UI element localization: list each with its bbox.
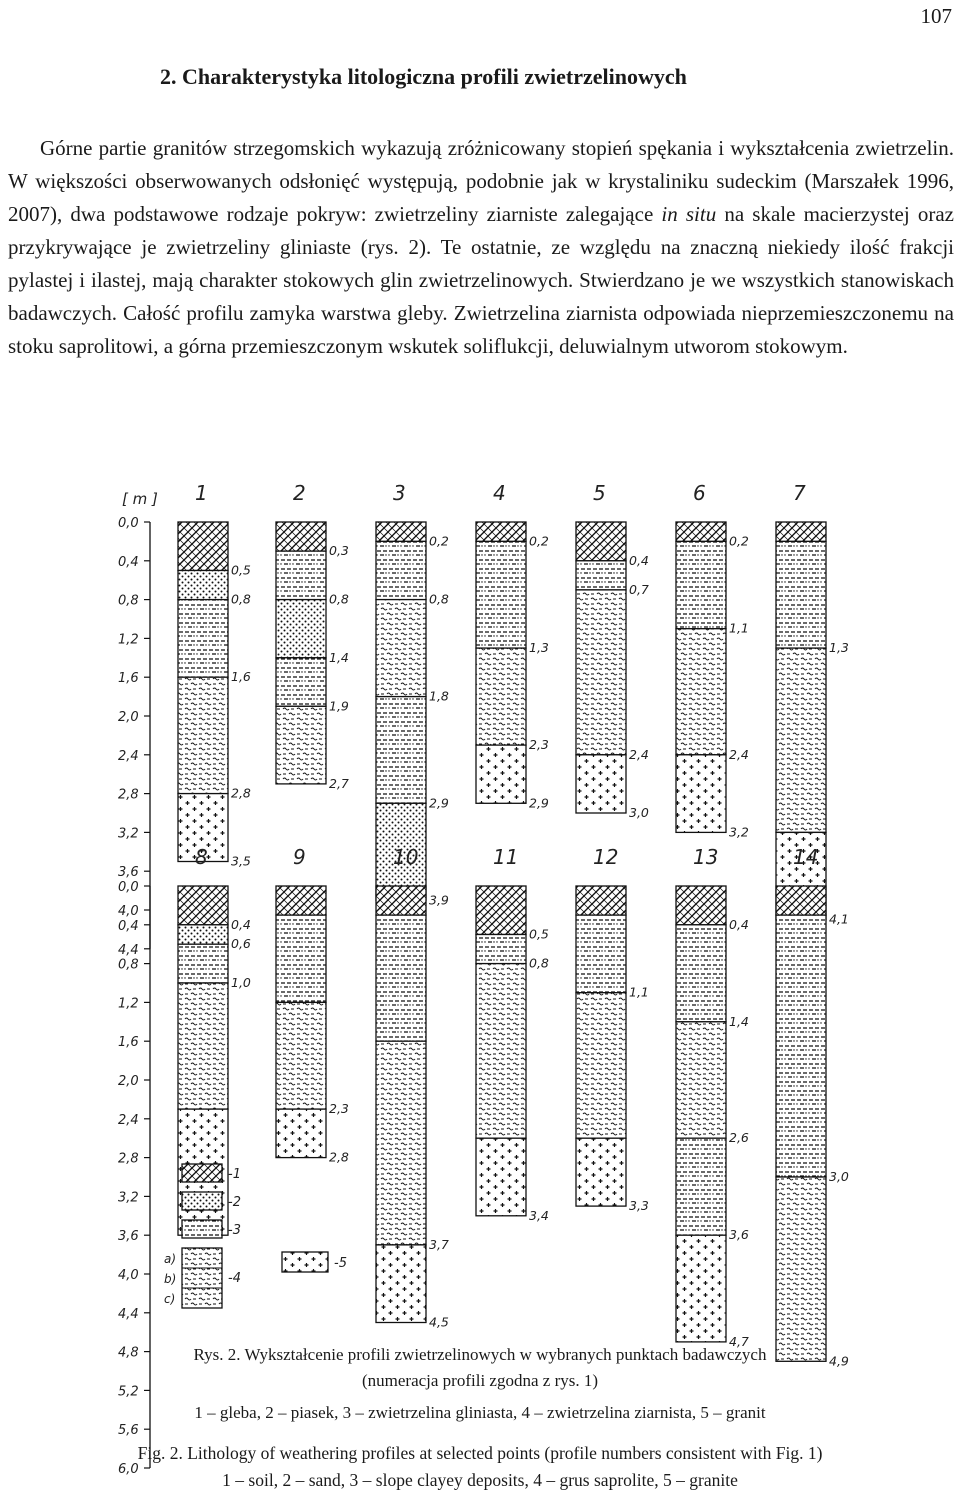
- layer-depth-mark: 4,5: [429, 1314, 449, 1330]
- layer-depth-mark: 2,3: [529, 737, 549, 753]
- layer-soil: [676, 522, 726, 541]
- layer-grus: [776, 1177, 826, 1361]
- layer-soil: [178, 886, 228, 925]
- layer-depth-mark: 3,6: [729, 1227, 749, 1243]
- layer-depth-mark: 3,0: [829, 1169, 849, 1184]
- caption-pl-line3: 1 – gleba, 2 – piasek, 3 – zwietrzelina gliniasta, 4 – zwietrzelina ziarnista, 5 – granit: [194, 1403, 766, 1422]
- layer-grus: [676, 629, 726, 755]
- layer-soil: [376, 886, 426, 915]
- depth-tick-label: 4,4: [118, 1306, 139, 1322]
- layer-granite: [276, 1109, 326, 1158]
- layer-depth-mark: 1,3: [829, 640, 849, 656]
- layer-granite: [576, 755, 626, 813]
- layer-granite: [476, 745, 526, 803]
- layer-granite: [676, 1235, 726, 1342]
- depth-tick-label: 4,0: [118, 904, 139, 919]
- layer-clayey: [476, 541, 526, 648]
- depth-tick-label: 6,0: [118, 1462, 139, 1477]
- layer-grus: [476, 648, 526, 745]
- layer-granite: [476, 1138, 526, 1216]
- layer-soil: [576, 522, 626, 561]
- caption-pl-line1: Rys. 2. Wykształcenie profili zwietrzelinowych w wybranych punktach badawczych: [193, 1345, 767, 1364]
- layer-depth-mark: 0,8: [429, 591, 449, 607]
- layer-soil: [476, 886, 526, 935]
- depth-tick-label: 0,8: [118, 957, 139, 973]
- paragraph-italic: in situ: [661, 202, 717, 226]
- caption-en-line1: Fig. 2. Lithology of weathering profiles at selected points (profile numbers consistent with Fig. 1): [137, 1443, 823, 1463]
- depth-tick-label: 4,4: [118, 942, 139, 958]
- layer-granite: [376, 1245, 426, 1323]
- legend-label: -1: [228, 1167, 241, 1182]
- layer-grus: [776, 648, 826, 832]
- depth-tick-label: 0,4: [118, 554, 139, 570]
- profile-label: 1: [195, 481, 208, 505]
- layer-depth-mark: 0,5: [231, 562, 251, 578]
- layer-depth-mark: 0,3: [329, 543, 349, 559]
- layer-grus: [178, 983, 228, 1109]
- layer-clayey: [376, 915, 426, 1041]
- layer-depth-mark: 2,3: [329, 1101, 349, 1117]
- layer-depth-mark: 1,4: [329, 649, 349, 665]
- layer-clayey: [178, 944, 228, 983]
- layer-granite: [576, 1138, 626, 1206]
- layer-soil: [376, 522, 426, 541]
- layer-depth-mark: 0,4: [729, 916, 749, 932]
- layer-depth-mark: 0,8: [231, 591, 251, 607]
- layer-depth-mark: 4,9: [829, 1353, 849, 1369]
- layer-depth-mark: 2,9: [429, 795, 449, 811]
- layer-depth-mark: 0,2: [529, 533, 549, 549]
- layer-clayey: [776, 915, 826, 1177]
- layer-depth-mark: 1,1: [729, 620, 749, 636]
- layer-grus: [178, 677, 228, 793]
- legend-swatch-soil: [182, 1164, 222, 1182]
- profile-label: 13: [693, 845, 719, 869]
- paragraph: [8, 132, 954, 363]
- layer-depth-mark: 0,5: [529, 926, 549, 942]
- layer-clayey: [776, 541, 826, 648]
- layer-clayey: [376, 541, 426, 599]
- legend-label: -2: [228, 1195, 241, 1210]
- layer-grus: [576, 993, 626, 1138]
- depth-tick-label: 1,2: [118, 632, 139, 648]
- layer-soil: [676, 886, 726, 925]
- layer-depth-mark: 2,8: [231, 785, 251, 801]
- layer-depth-mark: 2,6: [729, 1130, 749, 1146]
- legend-label: -4: [228, 1271, 241, 1286]
- caption-en-line2: 1 – soil, 2 – sand, 3 – slope clayey deposits, 4 – grus saprolite, 5 – granite: [222, 1470, 738, 1490]
- layer-sand: [178, 925, 228, 944]
- depth-tick-label: 4,0: [118, 1268, 139, 1283]
- profile-column-11: [476, 845, 549, 1223]
- layer-depth-mark: 2,8: [329, 1149, 349, 1165]
- layer-depth-mark: 0,2: [729, 533, 749, 549]
- layer-grus: [476, 964, 526, 1139]
- depth-tick-label: 3,6: [118, 865, 139, 881]
- layer-depth-mark: 1,6: [231, 669, 251, 685]
- layer-depth-mark: 2,4: [629, 746, 649, 762]
- layer-depth-mark: 0,2: [429, 533, 449, 549]
- caption-pl-line2: (numeracja profili zgodna z rys. 1): [361, 1371, 599, 1390]
- section-title: 2. Charakterystyka litologiczna profili zwietrzelinowych: [160, 64, 687, 89]
- depth-tick-label: 3,2: [118, 826, 139, 842]
- layer-clayey: [676, 925, 726, 1022]
- layer-depth-mark: 1,8: [429, 688, 449, 704]
- profile-column-2: [276, 481, 349, 791]
- layer-soil: [576, 886, 626, 915]
- layer-depth-mark: 3,9: [429, 892, 449, 908]
- legend-swatch-clayey: [182, 1220, 222, 1238]
- depth-tick-label: 0,4: [118, 918, 139, 934]
- legend-swatch-granite: [282, 1252, 328, 1272]
- layer-depth-mark: 3,0: [629, 805, 649, 820]
- layer-soil: [776, 886, 826, 915]
- profile-column-6: [676, 481, 749, 839]
- depth-tick-label: 0,0: [118, 516, 139, 531]
- legend-swatch-grus: [182, 1248, 222, 1308]
- layer-soil: [476, 522, 526, 541]
- profile-column-5: [576, 481, 649, 820]
- layer-clayey: [676, 541, 726, 628]
- unit-label: [ m ]: [122, 490, 158, 508]
- body-text: [8, 132, 954, 363]
- layer-depth-mark: 2,7: [329, 775, 349, 791]
- layer-grus: [576, 590, 626, 755]
- layer-clayey: [476, 935, 526, 964]
- layer-grus: [676, 1022, 726, 1138]
- profile-column-1: [178, 481, 251, 869]
- profile-label: 9: [293, 845, 306, 869]
- layer-soil: [276, 886, 326, 915]
- profile-column-13: [676, 845, 749, 1349]
- layer-grus: [376, 600, 426, 697]
- depth-tick-label: 2,4: [118, 748, 139, 764]
- layer-depth-mark: 3,4: [529, 1207, 549, 1223]
- profile-column-10: [376, 845, 449, 1330]
- layer-depth-mark: 3,5: [231, 853, 251, 869]
- layer-grus: [276, 706, 326, 784]
- legend-label: -3: [228, 1223, 241, 1238]
- layer-depth-mark: 3,3: [629, 1198, 649, 1214]
- depth-tick-label: 1,2: [118, 996, 139, 1012]
- layer-depth-mark: 0,7: [629, 581, 649, 597]
- legend-swatch-sand: [182, 1192, 222, 1210]
- depth-tick-label: 1,6: [118, 1035, 139, 1051]
- profile-label: 12: [593, 845, 619, 869]
- profile-label: 11: [493, 845, 519, 869]
- layer-depth-mark: 3,2: [729, 824, 749, 840]
- layer-depth-mark: 1,0: [231, 975, 251, 990]
- depth-tick-label: 2,8: [118, 1151, 139, 1167]
- layer-clayey: [676, 1138, 726, 1235]
- layer-clayey: [576, 561, 626, 590]
- depth-tick-label: 4,8: [118, 1345, 139, 1361]
- depth-tick-label: 2,0: [118, 710, 139, 725]
- layer-clayey: [276, 658, 326, 707]
- layer-soil: [276, 522, 326, 551]
- layer-granite: [676, 755, 726, 833]
- depth-tick-label: 0,0: [118, 880, 139, 895]
- layer-clayey: [276, 551, 326, 600]
- layer-depth-mark: 0,8: [329, 591, 349, 607]
- profile-label: 6: [693, 481, 706, 505]
- profile-label: 7: [793, 481, 806, 505]
- paragraph-part1: Górne partie granitów strzegomskich wykazują zróżnicowany stopień spękania i wykształcenia zwietrzelin. W większości obserwowanych odsłonięć występują, podobnie jak w krystaliniku sudeckim (Marszałek 1996, 2007), dwa podstawowe rodzaje pokryw: zwietrzeliny ziarniste zalegające: [8, 136, 954, 226]
- profile-label: 14: [793, 845, 819, 869]
- profile-label: 2: [293, 481, 306, 505]
- legend-sublabel: b): [164, 1272, 177, 1286]
- profile-label: 10: [393, 845, 419, 869]
- layer-depth-mark: 1,3: [529, 640, 549, 656]
- layer-clayey: [576, 915, 626, 993]
- layer-grus: [276, 1002, 326, 1109]
- layer-grus: [376, 1041, 426, 1245]
- profile-label: 5: [593, 481, 606, 505]
- layer-soil: [776, 522, 826, 541]
- paragraph-part2: na skale macierzystej oraz przykrywające je zwietrzeliny gliniaste (rys. 2). Te ostatnie, ze względu na znaczną niekiedy ilość frakcji pylastej i ilastej, mają charakter stokowych glin zwietrzelinowych. Stwierdzano je we wszystkich stanowiskach badawczych. Całość profilu zamyka warstwa gleby. Zwietrzelina ziarnista odpowiada nieprzemieszczonemu na stoku saprolitowi, a górna przemieszczonym wskutek soliflukcji, deluwialnym utworom stokowym.: [8, 202, 954, 358]
- layer-clayey: [276, 915, 326, 1002]
- profile-column-4: [476, 481, 549, 810]
- depth-tick-label: 5,2: [118, 1384, 139, 1400]
- depth-tick-label: 0,8: [118, 593, 139, 609]
- layer-depth-mark: 4,1: [829, 911, 849, 927]
- layer-soil: [178, 522, 228, 571]
- layer-clayey: [376, 697, 426, 804]
- layer-depth-mark: 0,6: [231, 936, 251, 952]
- layer-sand: [276, 600, 326, 658]
- layer-depth-mark: 3,7: [429, 1236, 449, 1252]
- page-number: 107: [920, 4, 952, 28]
- layer-clayey: [178, 600, 228, 678]
- depth-tick-label: 3,2: [118, 1190, 139, 1206]
- depth-tick-label: 2,8: [118, 787, 139, 803]
- layer-depth-mark: 1,4: [729, 1013, 749, 1029]
- layer-sand: [178, 571, 228, 600]
- profile-label: 8: [195, 845, 208, 869]
- layer-depth-mark: 2,4: [729, 746, 749, 762]
- layer-depth-mark: 1,1: [629, 984, 649, 1000]
- legend-sublabel: a): [164, 1252, 177, 1266]
- depth-tick-label: 2,0: [118, 1074, 139, 1089]
- depth-tick-label: 2,4: [118, 1112, 139, 1128]
- depth-tick-label: 3,6: [118, 1229, 139, 1245]
- profile-column-3: [376, 481, 449, 907]
- profile-column-9: [276, 845, 349, 1165]
- legend-label: -5: [334, 1256, 347, 1271]
- profiles-bottom-row: [178, 845, 849, 1368]
- layer-depth-mark: 2,9: [529, 795, 549, 811]
- depth-tick-label: 1,6: [118, 671, 139, 687]
- layer-depth-mark: 0,4: [629, 552, 649, 568]
- profile-column-12: [576, 845, 649, 1213]
- layer-depth-mark: 4,7: [729, 1333, 749, 1349]
- layer-depth-mark: 0,8: [529, 955, 549, 971]
- legend-sublabel: c): [164, 1292, 176, 1306]
- depth-tick-label: 5,6: [118, 1423, 139, 1439]
- profile-label: 4: [493, 481, 506, 505]
- layer-depth-mark: 1,9: [329, 698, 349, 714]
- layer-depth-mark: 0,4: [231, 916, 251, 932]
- profile-label: 3: [393, 481, 406, 505]
